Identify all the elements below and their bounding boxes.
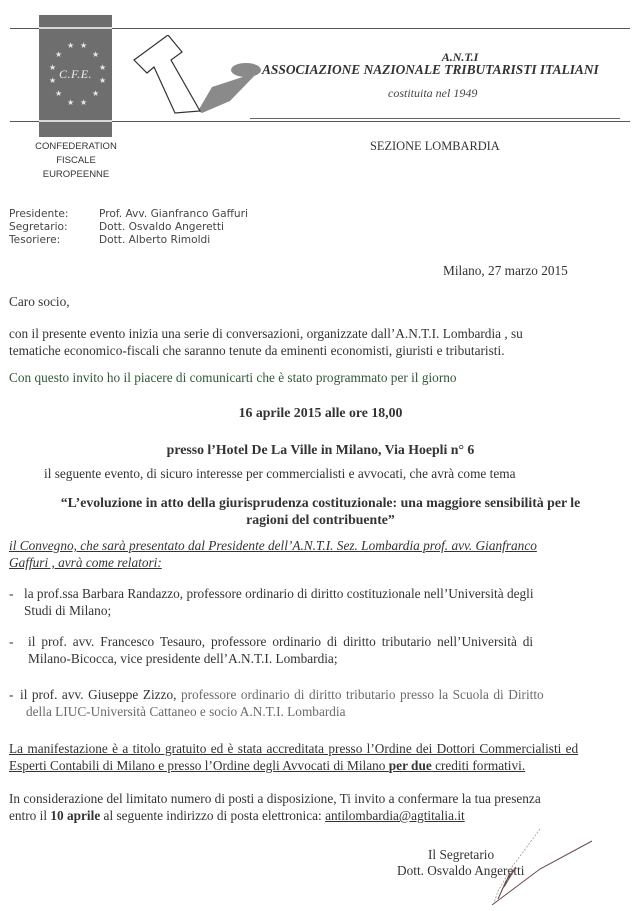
star-icon: ★ xyxy=(99,76,107,85)
star-icon: ★ xyxy=(49,63,57,72)
t-shadow xyxy=(198,72,258,113)
accreditation-text: crediti formativi. xyxy=(431,758,526,773)
event-title: “L’evoluzione in atto della giurisprudenza costituzionale: una maggiore sensibilità per le xyxy=(60,495,581,510)
officer-role: Tesoriere: xyxy=(9,234,61,246)
cfe-logo xyxy=(39,15,112,137)
officers-list xyxy=(9,208,248,247)
speaker-bullet: - xyxy=(9,586,14,601)
officer-row xyxy=(9,221,248,234)
convegno-line: Gaffuri , avrà come relatori: xyxy=(9,555,162,570)
convegno-line: il Convegno, che sarà presentato dal Presidente dell’A.N.T.I. Sez. Lombardia prof. avv. Gianfranco xyxy=(9,538,537,553)
invite-line: Con questo invito ho il piacere di comunicarti che è stato programmato per il giorno xyxy=(9,370,457,385)
speaker-line xyxy=(20,686,544,703)
t-shape xyxy=(134,35,200,113)
signoff-name: Dott. Osvaldo Angeretti xyxy=(397,863,525,878)
cfe-caption-line: FISCALE xyxy=(56,155,96,166)
event-datetime: 16 aprile 2015 alle ore 18,00 xyxy=(238,405,403,420)
officer-row xyxy=(9,234,248,247)
star-icon: ★ xyxy=(67,41,75,50)
officer-role: Presidente: xyxy=(9,208,69,220)
cfe-initials: C.F.E. xyxy=(58,67,93,81)
accreditation-credits: per due xyxy=(388,758,432,773)
speaker-line: la prof.ssa Barbara Randazzo, professore ordinario di diritto costituzionale nell’Università degli xyxy=(24,586,534,601)
intro-line: tematiche economico-fiscali che saranno tenute da eminenti economisti, giuristi e tributaristi. xyxy=(9,343,505,358)
star-icon: ★ xyxy=(99,63,107,72)
star-icon: ★ xyxy=(80,98,88,107)
speaker-line: della LIUC-Università Cattaneo e socio A.N.T.I. Lombardia xyxy=(26,704,346,719)
cfe-caption-line: EUROPEENNE xyxy=(42,169,110,180)
rsvp-line: In considerazione del limitato numero di posti a disposizione, Ti invito a confermare la tua presenza xyxy=(9,791,541,806)
star-icon: ★ xyxy=(80,41,88,50)
anti-abbreviation: A.N.T.I xyxy=(441,50,479,64)
star-icon: ★ xyxy=(55,89,63,98)
officer-row xyxy=(9,208,248,221)
place-date: Milano, 27 marzo 2015 xyxy=(443,263,568,278)
event-intro: il seguente evento, di sicuro interesse per commercialisti e avvocati, che avrà come tema xyxy=(44,466,516,481)
officer-name: Dott. Alberto Rimoldi xyxy=(99,234,211,246)
cfe-caption-line: CONFEDERATION xyxy=(35,141,117,152)
anti-t-logo xyxy=(130,35,270,115)
signoff-title: Il Segretario xyxy=(428,847,495,862)
cfe-caption xyxy=(30,140,122,182)
speaker-line: Studi di Milano; xyxy=(24,603,112,618)
speaker-name: il prof. avv. Giuseppe Zizzo, xyxy=(20,687,177,702)
intro-line: con il presente evento inizia una serie di conversazioni, organizzate dall’A.N.T.I. Lombardia , su xyxy=(9,326,523,341)
rsvp-text: entro il xyxy=(9,808,51,823)
dot-shape xyxy=(231,63,261,77)
rsvp-deadline: 10 aprile xyxy=(50,808,101,823)
section-name: SEZIONE LOMBARDIA xyxy=(370,139,500,153)
star-icon: ★ xyxy=(92,89,100,98)
speaker-role: professore ordinario di diritto tributario presso la Scuola di Diritto xyxy=(176,687,544,702)
star-icon: ★ xyxy=(67,98,75,107)
officer-name: Prof. Avv. Gianfranco Gaffuri xyxy=(99,208,248,220)
speaker-bullet: - xyxy=(9,634,14,649)
event-venue: presso l’Hotel De La Ville in Milano, Via Hoepli n° 6 xyxy=(166,442,475,457)
rsvp-text: al seguente indirizzo di posta elettronica: xyxy=(100,808,326,823)
rsvp-email-link[interactable]: antilombardia@agtitalia.it xyxy=(325,808,465,823)
salutation: Caro socio, xyxy=(9,294,70,309)
handwritten-signature xyxy=(440,825,600,905)
star-icon: ★ xyxy=(92,50,100,59)
speaker-bullet: - xyxy=(9,687,14,702)
anti-full-name: ASSOCIAZIONE NAZIONALE TRIBUTARISTI ITALIANI xyxy=(262,62,599,77)
accreditation-line: La manifestazione è a titolo gratuito ed è stata accreditata presso l’Ordine dei Dottori Commercialisti ed xyxy=(9,741,579,756)
accreditation-text: Esperti Contabili di Milano e presso l’Ordine degli Avvocati di Milano xyxy=(9,758,389,773)
speaker-line: Milano-Bicocca, vice presidente dell’A.N.T.I. Lombardia; xyxy=(28,651,338,666)
accreditation-line xyxy=(9,757,525,774)
star-icon: ★ xyxy=(55,50,63,59)
anti-founded: costituita nel 1949 xyxy=(388,86,478,100)
rsvp-line xyxy=(9,807,465,824)
event-title: ragioni del contribuente” xyxy=(246,512,395,527)
section-rule xyxy=(250,118,620,119)
officer-name: Dott. Osvaldo Angeretti xyxy=(99,221,224,233)
officer-role: Segretario: xyxy=(9,221,68,233)
star-icon: ★ xyxy=(49,76,57,85)
speaker-line: il prof. avv. Francesco Tesauro, professore ordinario di diritto tributario nell’Università di xyxy=(28,634,534,649)
